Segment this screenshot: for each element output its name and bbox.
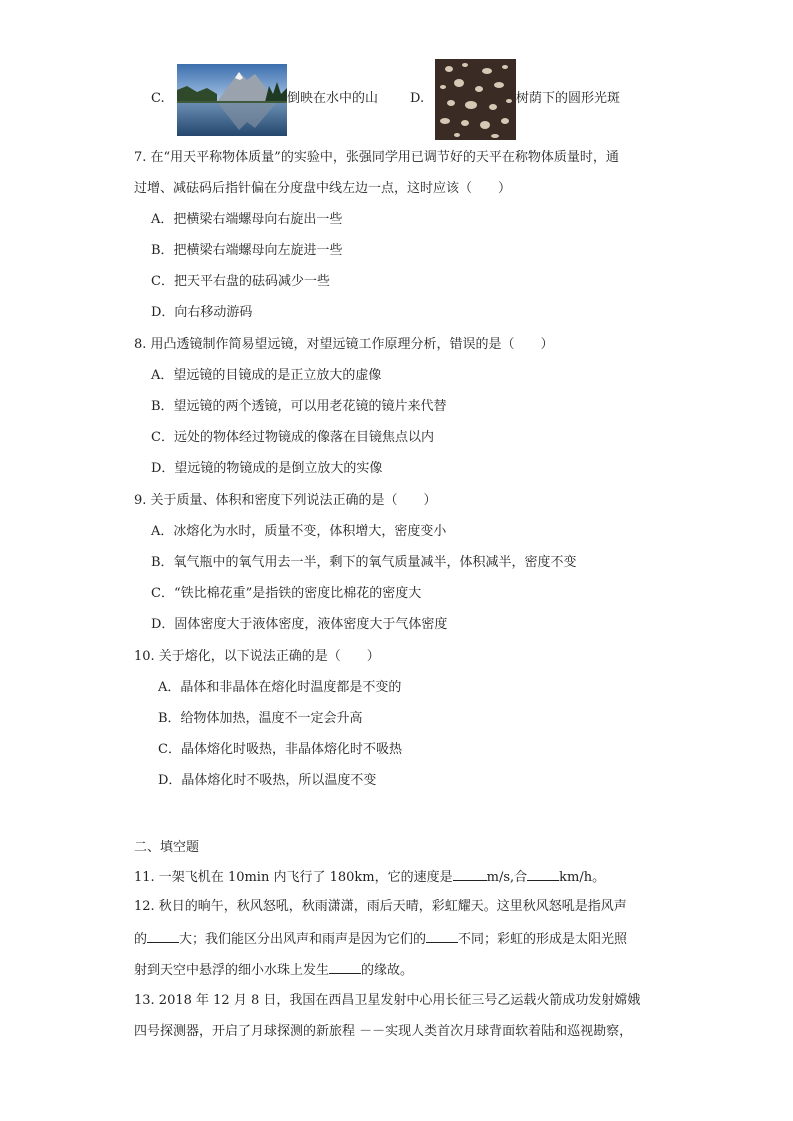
option-c-label: C. (151, 91, 165, 106)
q11-text-a: 11. 一架飞机在 10min 内飞行了 180km，它的速度是 (134, 870, 453, 885)
q10-stem: 10. 关于熔化，以下说法正确的是（ ） (134, 649, 380, 664)
q8-option-b: B．望远镜的两个透镜，可以用老花镜的镜片来代替 (151, 399, 447, 414)
q11-text-b: m/s,合 (486, 870, 528, 885)
q9-option-c: C．“铁比棉花重”是指铁的密度比棉花的密度大 (151, 586, 422, 601)
q11-blank-2 (527, 867, 559, 881)
q12-blank-1 (147, 929, 179, 943)
q11-text-c: km/h。 (559, 870, 606, 885)
q9-option-b: B．氧气瓶中的氧气用去一半，剩下的氧气质量减半，体积减半，密度不变 (151, 555, 577, 570)
q12-text-c: 不同；彩虹的形成是太阳光照 (458, 932, 628, 947)
section-2-heading: 二、填空题 (134, 840, 200, 855)
q13-line-2: 四号探测器，开启了月球探测的新旅程 －－实现人类首次月球背面软着陆和巡视勘察， (134, 1024, 633, 1039)
q10-option-d: D．晶体熔化时不吸热，所以温度不变 (158, 773, 377, 788)
q12-text-a: 的 (134, 932, 148, 947)
q12-line-3 (134, 960, 413, 980)
q7-stem-line-2: 过增、减砝码后指针偏在分度盘中线左边一点，这时应该（ ） (134, 181, 512, 196)
q7-option-b: B．把横梁右端螺母向左旋进一些 (151, 243, 343, 258)
q12-text-b: 大；我们能区分出风声和雨声是因为它们的 (179, 932, 427, 947)
q7-option-c: C．把天平右盘的砝码减少一些 (151, 274, 330, 289)
q12-blank-2 (426, 929, 458, 943)
q12-line-1: 12. 秋日的晌午，秋风怒吼，秋雨潇潇，雨后天晴，彩虹耀天。这里秋风怒吼是指风声 (134, 899, 627, 914)
q7-stem-line-1: 7. 在“用天平称物体质量”的实验中，张强同学用已调节好的天平在称物体质量时，通 (134, 150, 619, 165)
q12-line-2 (134, 929, 627, 949)
light-spots-picture (435, 59, 516, 140)
q11-blank-1 (453, 867, 487, 881)
q7-option-d: D．向右移动游码 (151, 305, 253, 320)
q10-option-a: A．晶体和非晶体在熔化时温度都是不变的 (158, 680, 402, 695)
q8-stem: 8. 用凸透镜制作简易望远镜，对望远镜工作原理分析，错误的是（ ） (134, 337, 554, 352)
q8-option-c: C．远处的物体经过物镜成的像落在目镜焦点以内 (151, 430, 434, 445)
q12-text-e: 的缘故。 (361, 963, 414, 978)
q8-option-a: A．望远镜的目镜成的是正立放大的虚像 (151, 368, 382, 383)
option-d-caption: 树荫下的圆形光斑 (516, 91, 621, 106)
mountain-reflection-picture (177, 64, 287, 136)
q9-stem: 9. 关于质量、体积和密度下列说法正确的是（ ） (134, 493, 437, 508)
q9-option-d: D．固体密度大于液体密度，液体密度大于气体密度 (151, 617, 448, 632)
option-d-label: D. (410, 91, 425, 106)
q10-option-c: C．晶体熔化时吸热，非晶体熔化时不吸热 (158, 742, 402, 757)
q11-line (134, 867, 605, 887)
option-c-caption: 倒映在水中的山 (287, 91, 379, 106)
q12-blank-3 (329, 960, 361, 974)
mountain-lake-reflection-image (177, 64, 287, 136)
q7-option-a: A．把横梁右端螺母向右旋出一些 (151, 212, 343, 227)
tree-shade-light-spots-image (435, 59, 516, 140)
q12-text-d: 射到天空中悬浮的细小水珠上发生 (134, 963, 330, 978)
q13-line-1: 13. 2018 年 12 月 8 日，我国在西昌卫星发射中心用长征三号乙运载火箭成功发射嫦娥 (134, 993, 641, 1008)
q8-option-d: D．望远镜的物镜成的是倒立放大的实像 (151, 461, 383, 476)
q10-option-b: B．给物体加热，温度不一定会升高 (158, 711, 363, 726)
q9-option-a: A．冰熔化为水时，质量不变，体积增大，密度变小 (151, 524, 447, 539)
